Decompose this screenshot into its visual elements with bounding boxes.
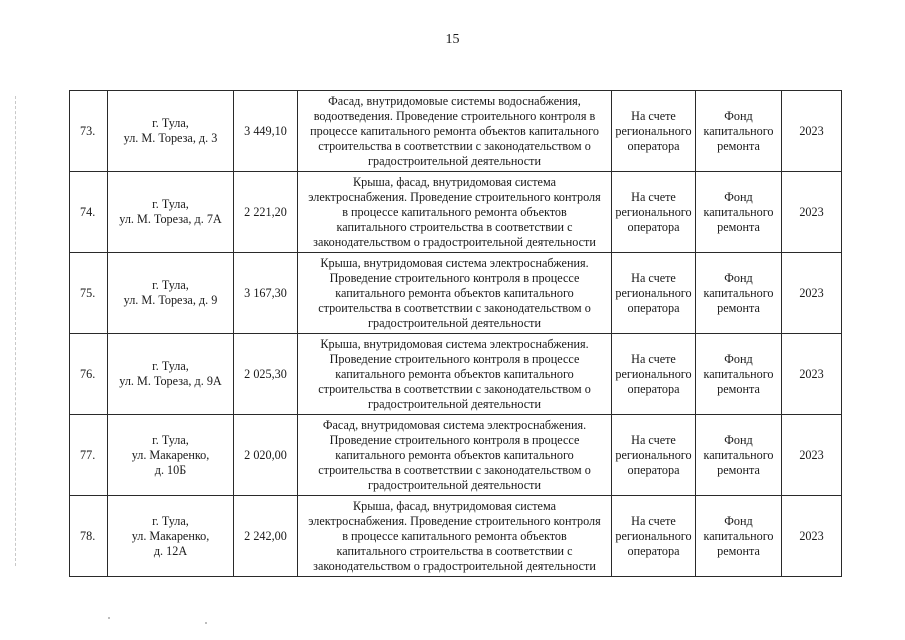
account-cell-line: оператора [627, 138, 680, 153]
year-cell: 2023 [782, 496, 842, 577]
address-cell-line: г. Тула, [152, 432, 189, 447]
row-number: 78. [70, 496, 108, 577]
fund-cell [696, 91, 782, 172]
account-cell-line: регионального [615, 204, 692, 219]
works-description-cell-line: законодательством о градостроительной деятельности [313, 234, 596, 249]
page-number: 15 [445, 32, 460, 47]
address-cell-line: ул. Макаренко, [131, 447, 210, 462]
account-cell [612, 91, 696, 172]
works-description-cell-line: градостроительной деятельности [367, 396, 542, 411]
works-description-cell-line: градостроительной деятельности [367, 315, 542, 330]
works-description-cell-line: Проведение строительного контроля в процессе [329, 270, 580, 285]
works-description-cell-line: электроснабжения. Проведение строительного контроля [308, 189, 601, 204]
fund-cell-line: Фонд [724, 108, 753, 123]
table-row [70, 496, 842, 577]
works-description-cell [298, 91, 612, 172]
works-description-cell [298, 253, 612, 334]
works-description-cell-line: капитального строительства в соответствии с [336, 543, 573, 558]
works-description-cell [298, 496, 612, 577]
fund-cell [696, 415, 782, 496]
year-cell: 2023 [782, 415, 842, 496]
fund-cell-line: капитального [703, 528, 774, 543]
scan-speck [205, 622, 207, 624]
fund-cell [696, 496, 782, 577]
account-cell-line: На счете [631, 351, 676, 366]
year-cell: 2023 [782, 172, 842, 253]
address-cell [108, 415, 234, 496]
works-description-cell-line: Проведение строительного контроля в процессе [329, 351, 580, 366]
works-description-cell-line: строительства в соответствии с законодательством о [318, 300, 591, 315]
account-cell [612, 253, 696, 334]
works-description-cell-line: в процессе капитального ремонта объектов [342, 528, 567, 543]
works-description-cell-line: градостроительной деятельности [367, 477, 542, 492]
account-cell [612, 415, 696, 496]
fund-cell-line: ремонта [717, 138, 760, 153]
works-description-cell-line: Проведение строительного контроля в процессе [329, 432, 580, 447]
fund-cell-line: капитального [703, 204, 774, 219]
fund-cell-line: Фонд [724, 351, 753, 366]
works-description-cell-line: электроснабжения. Проведение строительного контроля [308, 513, 601, 528]
works-description-cell-line: строительства в соответствии с законодательством о [318, 462, 591, 477]
row-number: 76. [70, 334, 108, 415]
works-description-cell [298, 172, 612, 253]
account-cell-line: оператора [627, 219, 680, 234]
works-description-cell [298, 334, 612, 415]
address-cell [108, 91, 234, 172]
account-cell-line: На счете [631, 432, 676, 447]
account-cell-line: регионального [615, 366, 692, 381]
address-cell [108, 253, 234, 334]
address-cell-line: г. Тула, [152, 197, 189, 211]
works-description-cell [298, 415, 612, 496]
account-cell-line: оператора [627, 381, 680, 396]
scan-speck [108, 617, 110, 619]
works-description-cell-line: строительства в соответствии с законодательством о [318, 138, 591, 153]
fund-cell [696, 253, 782, 334]
year-cell: 2023 [782, 253, 842, 334]
table-row [70, 415, 842, 496]
fund-cell-line: ремонта [717, 219, 760, 234]
fund-cell-line: ремонта [717, 462, 760, 477]
area-cell: 3 449,10 [234, 91, 298, 172]
account-cell [612, 172, 696, 253]
account-cell-line: регионального [615, 123, 692, 138]
fund-cell-line: Фонд [724, 513, 753, 528]
area-cell: 2 221,20 [234, 172, 298, 253]
table-row [70, 172, 842, 253]
table-row [70, 91, 842, 172]
fund-cell [696, 334, 782, 415]
fund-cell-line: капитального [703, 123, 774, 138]
fund-cell-line: Фонд [724, 189, 753, 204]
works-description-cell-line: капитального ремонта объектов капитального [335, 285, 574, 300]
address-cell-line: г. Тула, [152, 359, 189, 373]
works-description-cell-line: Фасад, внутридомовая система электроснабжения. [322, 417, 587, 432]
account-cell-line: регионального [615, 447, 692, 462]
address-cell-line: д. 12А [153, 543, 188, 558]
margin-line [15, 96, 16, 566]
fund-cell-line: капитального [703, 366, 774, 381]
works-description-cell-line: Крыша, фасад, внутридомовая система [353, 174, 556, 189]
works-description-cell-line: строительства в соответствии с законодательством о [318, 381, 591, 396]
table-row [70, 253, 842, 334]
address-cell-line: д. 10Б [154, 462, 187, 477]
fund-cell-line: Фонд [724, 270, 753, 285]
works-description-cell-line: процессе капитального ремонта объектов капитального [310, 123, 599, 138]
works-description-cell-line: водоотведения. Проведение строительного контроля в [313, 108, 596, 123]
works-description-cell-line: градостроительной деятельности [367, 153, 542, 168]
account-cell-line: оператора [627, 300, 680, 315]
address-cell [108, 496, 234, 577]
account-cell-line: На счете [631, 108, 676, 123]
table-row [70, 334, 842, 415]
address-cell-line: г. Тула, [152, 116, 189, 130]
works-description-cell-line: Крыша, внутридомовая система электроснабжения. [320, 336, 589, 351]
account-cell-line: оператора [627, 462, 680, 477]
fund-cell-line: ремонта [717, 300, 760, 315]
account-cell-line: регионального [615, 285, 692, 300]
address-cell-line: ул. М. Тореза, д. 3 [123, 131, 218, 145]
fund-cell-line: капитального [703, 447, 774, 462]
account-cell-line: На счете [631, 270, 676, 285]
works-description-cell-line: Крыша, фасад, внутридомовая система [353, 498, 556, 513]
address-cell-line: ул. М. Тореза, д. 9 [123, 293, 218, 307]
works-description-cell-line: в процессе капитального ремонта объектов [342, 204, 567, 219]
account-cell-line: оператора [627, 543, 680, 558]
address-cell-line: ул. М. Тореза, д. 7А [119, 212, 222, 226]
account-cell-line: На счете [631, 513, 676, 528]
address-cell-line: ул. Макаренко, [131, 528, 210, 543]
row-number: 73. [70, 91, 108, 172]
fund-cell [696, 172, 782, 253]
fund-cell-line: ремонта [717, 543, 760, 558]
address-cell-line: г. Тула, [152, 513, 189, 528]
works-description-cell-line: законодательством о градостроительной деятельности [313, 558, 596, 573]
year-cell: 2023 [782, 334, 842, 415]
area-cell: 2 025,30 [234, 334, 298, 415]
fund-cell-line: капитального [703, 285, 774, 300]
account-cell-line: регионального [615, 528, 692, 543]
area-cell: 2 242,00 [234, 496, 298, 577]
works-table [69, 90, 842, 577]
works-description-cell-line: капитального ремонта объектов капитального [335, 366, 574, 381]
account-cell [612, 334, 696, 415]
fund-cell-line: Фонд [724, 432, 753, 447]
area-cell: 2 020,00 [234, 415, 298, 496]
works-description-cell-line: капитального ремонта объектов капитального [335, 447, 574, 462]
fund-cell-line: ремонта [717, 381, 760, 396]
account-cell [612, 496, 696, 577]
row-number: 74. [70, 172, 108, 253]
row-number: 77. [70, 415, 108, 496]
address-cell-line: г. Тула, [152, 278, 189, 292]
year-cell: 2023 [782, 91, 842, 172]
address-cell [108, 334, 234, 415]
account-cell-line: На счете [631, 189, 676, 204]
works-description-cell-line: Крыша, внутридомовая система электроснабжения. [320, 255, 589, 270]
works-description-cell-line: Фасад, внутридомовые системы водоснабжения, [328, 93, 581, 108]
address-cell [108, 172, 234, 253]
works-description-cell-line: капитального строительства в соответствии с [336, 219, 573, 234]
area-cell: 3 167,30 [234, 253, 298, 334]
table-body [70, 91, 842, 577]
address-cell-line: ул. М. Тореза, д. 9А [119, 374, 222, 388]
row-number: 75. [70, 253, 108, 334]
